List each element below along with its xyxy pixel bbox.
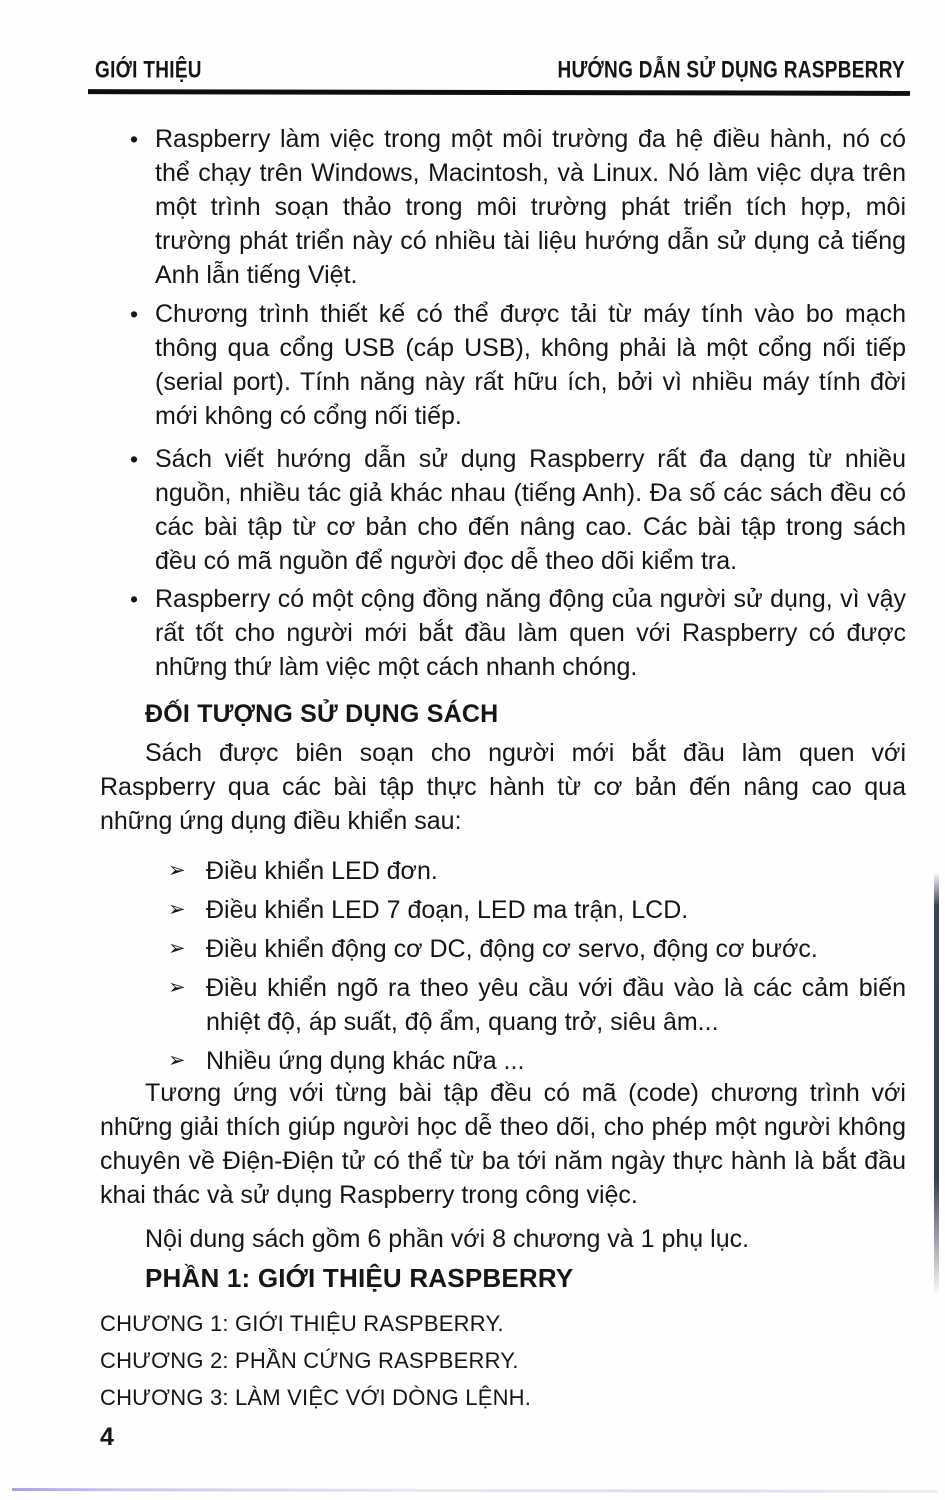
- header-left-label: GIỚI THIỆU: [95, 57, 202, 84]
- bullet-item: [100, 582, 906, 684]
- header-right-label: HƯỚNG DẪN SỬ DỤNG RASPBERRY: [557, 57, 905, 84]
- bullet-item: [100, 442, 906, 578]
- bullet-icon: •: [130, 126, 139, 152]
- bullet-icon: •: [130, 586, 139, 612]
- section-intro: Sách được biên soạn cho người mới bắt đầu làm quen với Raspberry qua các bài tập thực hành từ cơ bản đến nâng cao qua những ứng dụng điều khiển sau:: [100, 739, 906, 835]
- bullet-text: Chương trình thiết kế có thể được tải từ máy tính vào bo mạch thông qua cổng USB (cáp USB), không phải là một cổng nối tiếp (serial port). Tính năng này rất hữu ích, bởi vì nhiều máy tính đời mới không có cổng nối tiếp.: [155, 300, 906, 430]
- chapter-item: CHƯƠNG 2: PHẦN CỨNG RASPBERRY.: [100, 1348, 519, 1373]
- bullet-item: [100, 122, 906, 292]
- arrow-item: [100, 932, 906, 966]
- arrow-icon: ➢: [168, 976, 186, 999]
- page-header: [95, 57, 905, 84]
- bullet-text: Sách viết hướng dẫn sử dụng Raspberry rất đa dạng từ nhiều nguồn, nhiều tác giả khác nhau (tiếng Anh). Đa số các sách đều có các bài tập từ cơ bản cho đến nâng cao. Các bài tập trong sách đều có mã nguồn để người đọc dễ theo dõi kiểm tra.: [155, 445, 906, 575]
- bullet-icon: •: [130, 446, 139, 472]
- header-rule: [88, 89, 910, 96]
- chapter-item: CHƯƠNG 3: LÀM VIỆC VỚI DÒNG LỆNH.: [100, 1385, 532, 1410]
- arrow-list: [100, 854, 906, 1083]
- chapter-list: [100, 1305, 906, 1416]
- arrow-item-text: Điều khiển động cơ DC, động cơ servo, động cơ bước.: [206, 935, 818, 963]
- contents-note: Nội dung sách gồm 6 phần với 8 chương và 1 phụ lục.: [145, 1225, 750, 1253]
- arrow-icon: ➢: [168, 937, 186, 960]
- arrow-item-text: Điều khiển ngõ ra theo yêu cầu với đầu vào là các cảm biến nhiệt độ, áp suất, độ ẩm, quang trở, siêu âm...: [206, 974, 906, 1036]
- arrow-item: [100, 893, 906, 927]
- arrow-item: [100, 1044, 906, 1078]
- arrow-item-text: Điều khiển LED 7 đoạn, LED ma trận, LCD.: [206, 896, 689, 924]
- bullet-text: Raspberry có một cộng đồng năng động của người sử dụng, vì vậy rất tốt cho người mới bắt đầu làm quen với Raspberry có được những thứ làm việc một cách nhanh chóng.: [155, 585, 906, 681]
- arrow-icon: ➢: [168, 1049, 186, 1072]
- arrow-item: [100, 854, 906, 888]
- closing-paragraph: Tương ứng với từng bài tập đều có mã (code) chương trình với những giải thích giúp người học dễ theo dõi, cho phép một người không chuyên về Điện-Điện tử có thể từ ba tới năm ngày thực hành là bắt đầu khai thác và sử dụng Raspberry trong công việc.: [100, 1079, 906, 1209]
- page-number: 4: [100, 1423, 114, 1451]
- section-title: ĐỐI TƯỢNG SỬ DỤNG SÁCH: [145, 700, 499, 728]
- arrow-icon: ➢: [168, 859, 186, 882]
- right-edge-scan-shadow: [934, 872, 939, 1297]
- arrow-item: [100, 971, 906, 1039]
- bullet-icon: •: [130, 301, 139, 327]
- bullet-item: [100, 297, 906, 433]
- bottom-scan-line: [12, 1488, 938, 1493]
- arrow-icon: ➢: [168, 898, 186, 921]
- part-heading: PHẦN 1: GIỚI THIỆU RASPBERRY: [145, 1263, 574, 1293]
- arrow-item-text: Nhiều ứng dụng khác nữa ...: [206, 1047, 525, 1075]
- bullet-text: Raspberry làm việc trong một môi trường đa hệ điều hành, nó có thể chạy trên Windows, Macintosh, và Linux. Nó làm việc dựa trên một trình soạn thảo trong môi trường phát triển tích hợp, môi trường phát triển này có nhiều tài liệu hướng dẫn sử dụng cả tiếng Anh lẫn tiếng Việt.: [155, 125, 906, 289]
- chapter-item: CHƯƠNG 1: GIỚI THIỆU RASPBERRY.: [100, 1311, 504, 1336]
- arrow-item-text: Điều khiển LED đơn.: [206, 857, 438, 885]
